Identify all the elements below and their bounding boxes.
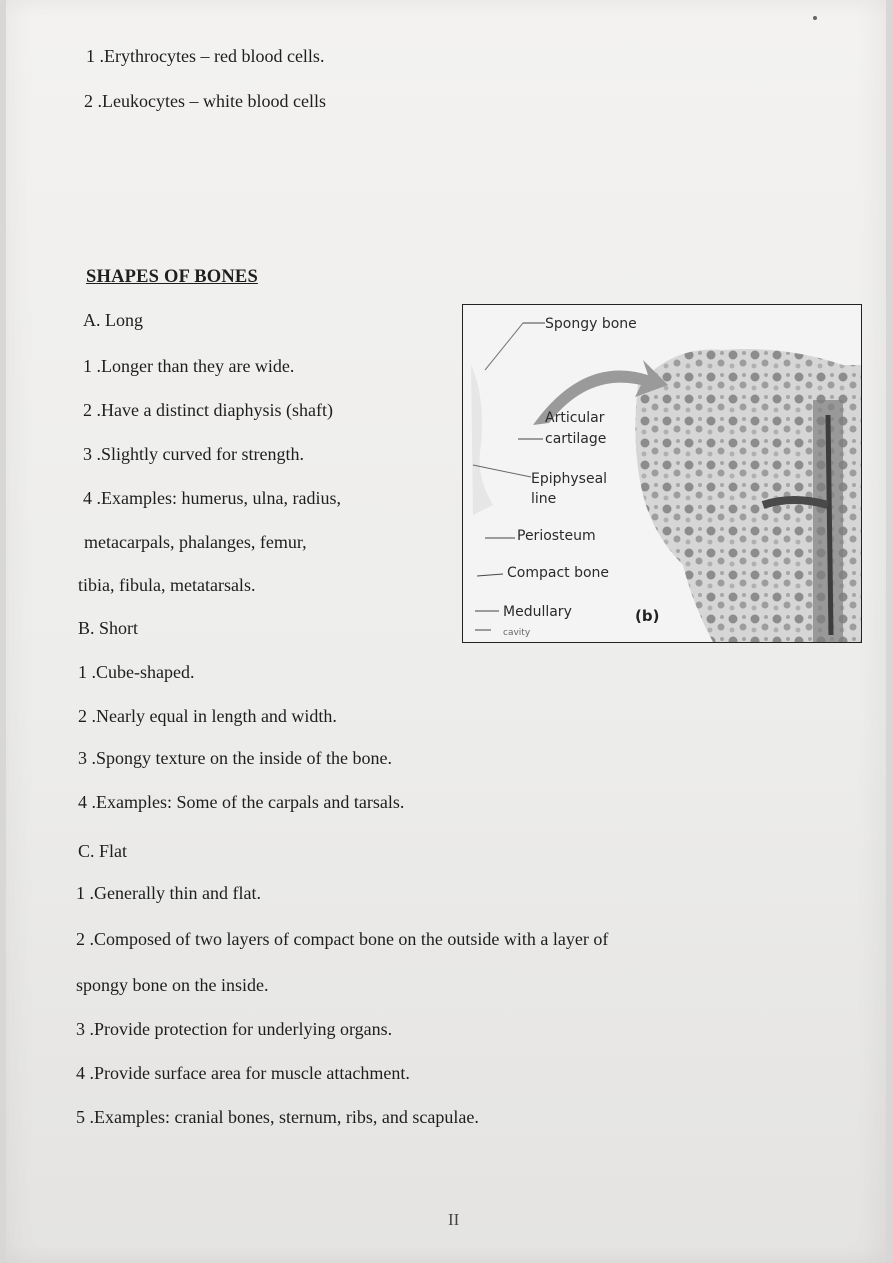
long-heading: A. Long [83, 310, 143, 330]
label-articular: Articular [545, 410, 605, 426]
long-item-1: 1 .Longer than they are wide. [83, 356, 295, 376]
short-item-1: 1 .Cube-shaped. [78, 662, 195, 682]
intro-item-1: 1 .Erythrocytes – red blood cells. [86, 46, 325, 66]
cartilage-shape [471, 365, 493, 515]
flat-item-4: 4 .Provide surface area for muscle attachment. [76, 1063, 410, 1083]
speck [813, 16, 817, 20]
label-periosteum: Periosteum [517, 528, 596, 544]
short-item-2: 2 .Nearly equal in length and width. [78, 706, 337, 726]
vessel [828, 415, 831, 635]
flat-item-3: 3 .Provide protection for underlying organs. [76, 1019, 393, 1039]
flat-heading: C. Flat [78, 841, 128, 861]
long-item-6: tibia, fibula, metatarsals. [78, 575, 256, 595]
figure-tag: (b) [635, 607, 660, 625]
long-item-4: 4 .Examples: humerus, ulna, radius, [83, 488, 341, 508]
flat-item-1: 1 .Generally thin and flat. [76, 883, 261, 903]
label-compact-bone: Compact bone [507, 565, 610, 581]
label-spongy-bone: Spongy bone [545, 316, 637, 332]
document-page [6, 0, 886, 1263]
flat-item-5: 5 .Examples: cranial bones, sternum, ribs, and scapulae. [76, 1107, 479, 1127]
label-cartilage: cartilage [545, 431, 607, 447]
long-item-5: metacarpals, phalanges, femur, [84, 532, 307, 552]
long-item-3: 3 .Slightly curved for strength. [83, 444, 304, 464]
label-cavity: cavity [503, 628, 531, 638]
page-number: II [448, 1210, 460, 1229]
bone-structure-figure [462, 304, 862, 643]
short-item-3: 3 .Spongy texture on the inside of the bone. [78, 748, 392, 768]
short-heading: B. Short [78, 618, 139, 638]
intro-item-2: 2 .Leukocytes – white blood cells [84, 91, 326, 111]
long-item-2: 2 .Have a distinct diaphysis (shaft) [83, 400, 333, 420]
section-title: SHAPES OF BONES [86, 267, 258, 287]
short-item-4: 4 .Examples: Some of the carpals and tarsals. [78, 792, 405, 812]
label-epiphyseal: Epiphyseal [531, 471, 608, 487]
bone-illustration [463, 305, 861, 642]
flat-item-2-cont: spongy bone on the inside. [76, 975, 269, 995]
label-line: line [531, 491, 557, 507]
flat-item-2: 2 .Composed of two layers of compact bone on the outside with a layer of [76, 929, 609, 949]
label-medullary: Medullary [503, 604, 572, 620]
